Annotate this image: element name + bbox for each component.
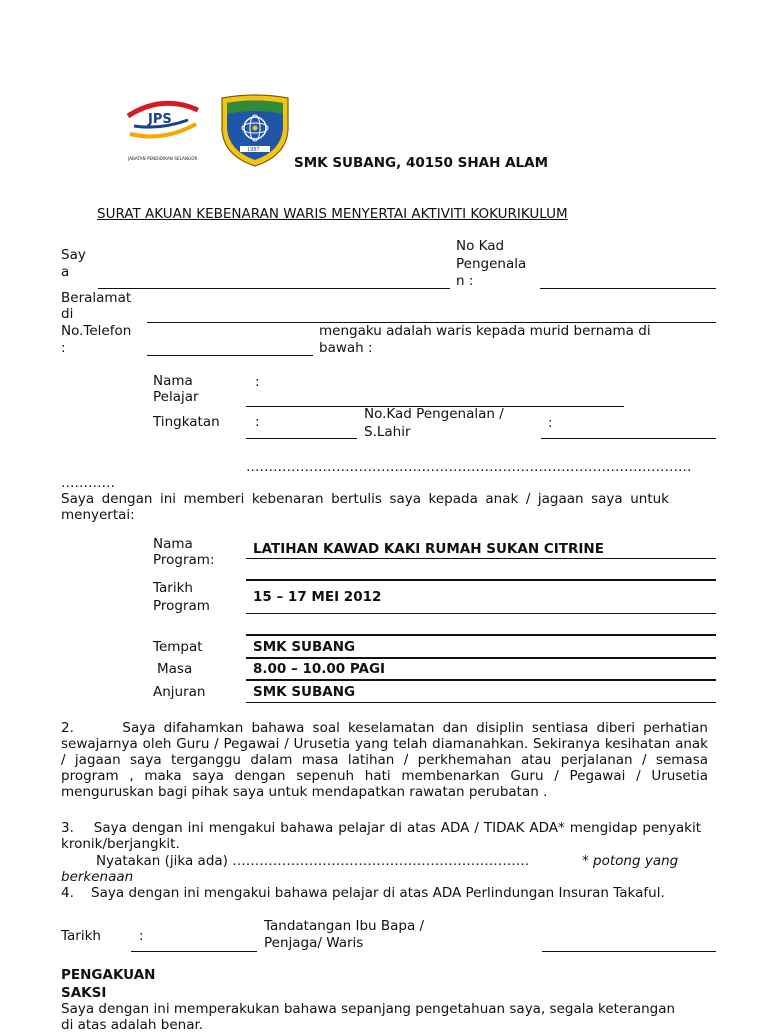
tingkatan-colon: : xyxy=(255,414,260,430)
signature-field[interactable] xyxy=(542,951,716,952)
nama-program-value: LATIHAN KAWAD KAKI RUMAH SUKAN CITRINE xyxy=(253,541,604,557)
crest-year: 1987 xyxy=(247,147,260,153)
notel-label-2: : xyxy=(61,340,66,356)
nokad-label-2: Pengenala xyxy=(456,256,527,272)
nama-pelajar-colon: : xyxy=(255,374,260,390)
jps-logo xyxy=(124,94,202,168)
clause-3: 3. Saya dengan ini mengakui bahawa pelajar di atas ADA / TIDAK ADA* mengidap penyakit kronik/berjangkit. xyxy=(61,820,701,852)
jps-logo-caption: JABATAN PENDIDIKAN SELANGOR xyxy=(128,156,198,161)
saya-label-1: Say xyxy=(61,247,86,263)
saya-label-2: a xyxy=(61,264,70,280)
nama-program-label-1: Nama xyxy=(153,536,193,552)
nama-program-line-2 xyxy=(246,579,716,581)
saya-name-field[interactable] xyxy=(98,288,450,289)
anjuran-value: SMK SUBANG xyxy=(253,684,356,700)
clause-3-potong-2: berkenaan xyxy=(61,869,134,885)
nama-pelajar-label-1: Nama xyxy=(153,373,193,389)
school-crest-icon xyxy=(218,94,292,168)
clause-3-potong-1: * potong yang xyxy=(582,853,679,869)
mengaku-text-1: mengaku adalah waris kepada murid bernama di xyxy=(319,323,651,339)
witness-heading-2: SAKSI xyxy=(61,985,107,1001)
beralamat-label-2: di xyxy=(61,306,74,322)
mengaku-text-2: bawah : xyxy=(319,340,373,356)
tarikh-label: Tarikh xyxy=(61,928,101,944)
masa-value: 8.00 – 10.00 PAGI xyxy=(253,661,386,677)
student-ic-field[interactable] xyxy=(541,438,716,439)
tarikh-program-label-2: Program xyxy=(153,598,210,614)
tingkatan-field[interactable] xyxy=(246,438,357,439)
clause-2: 2. Saya difahamkan bahawa soal keselamatan dan disiplin sentiasa diberi perhatian sewajarnya oleh Guru / Pegawai / Urusetia yang telah diamanahkan. Sekiranya kesihatan anak / jagaan saya terganggu dalam masa latihan / perkhemahan atau perjalanan / semasa program , maka saya dengan sepenuh hati membenarkan Guru / Pegawai / Urusetia menguruskan bagi pihak saya untuk mendapatkan rawatan perubatan . xyxy=(61,720,708,800)
student-ic-colon: : xyxy=(548,415,553,431)
tempat-label: Tempat xyxy=(153,639,203,655)
witness-text-2: di atas adalah benar. xyxy=(61,1017,204,1033)
anjuran-line xyxy=(246,702,716,703)
student-ic-label-2: S.Lahir xyxy=(364,424,411,440)
nama-program-label-2: Program: xyxy=(153,552,215,568)
tarikh-program-value: 15 – 17 MEI 2012 xyxy=(253,589,382,605)
dots-short: ………… xyxy=(61,475,115,491)
clause-4: 4. Saya dengan ini mengakui bahawa pelajar di atas ADA Perlindungan Insuran Takaful. xyxy=(61,885,665,901)
beralamat-label-1: Beralamat xyxy=(61,290,132,306)
school-crest xyxy=(218,94,292,168)
nokad-label-3: n : xyxy=(456,273,474,289)
tarikh-colon: : xyxy=(139,928,144,944)
dots-long: ……………………………………………………………………………………… xyxy=(246,459,692,475)
student-ic-label-1: No.Kad Pengenalan / xyxy=(364,406,504,422)
school-name: SMK SUBANG, 40150 SHAH ALAM xyxy=(294,155,549,171)
form-title: SURAT AKUAN KEBENARAN WARIS MENYERTAI AKTIVITI KOKURIKULUM xyxy=(97,206,568,222)
consent-text: Saya dengan ini memberi kebenaran bertulis saya kepada anak / jagaan saya untuk menyertai: xyxy=(61,491,669,523)
jps-logo-text: JPS xyxy=(148,112,172,127)
tarikh-program-label-1: Tarikh xyxy=(153,580,193,596)
tandatangan-label-2: Penjaga/ Waris xyxy=(264,935,364,951)
tempat-value: SMK SUBANG xyxy=(253,639,356,655)
guardian-ic-field[interactable] xyxy=(540,288,716,289)
nama-program-line-1 xyxy=(246,558,716,559)
tarikh-field[interactable] xyxy=(131,951,257,952)
witness-heading-1: PENGAKUAN xyxy=(61,967,156,983)
tempat-line xyxy=(246,657,716,659)
anjuran-label: Anjuran xyxy=(153,684,206,700)
masa-label: Masa xyxy=(157,661,193,677)
tarikh-program-line-1 xyxy=(246,613,716,614)
notel-label-1: No.Telefon xyxy=(61,323,132,339)
nama-pelajar-label-2: Pelajar xyxy=(153,389,199,405)
masa-line xyxy=(246,679,716,681)
nokad-label-1: No Kad xyxy=(456,238,505,254)
jps-logo-graphic xyxy=(124,94,202,168)
phone-field[interactable] xyxy=(147,355,313,356)
tingkatan-label: Tingkatan xyxy=(153,414,220,430)
tarikh-program-line-2 xyxy=(246,634,716,636)
witness-text-1: Saya dengan ini memperakukan bahawa sepanjang pengetahuan saya, segala keterangan xyxy=(61,1001,676,1017)
clause-3-nyatakan: Nyatakan (jika ada) ………………………………………………………… xyxy=(96,853,530,869)
tandatangan-label-1: Tandatangan Ibu Bapa / xyxy=(264,918,425,934)
